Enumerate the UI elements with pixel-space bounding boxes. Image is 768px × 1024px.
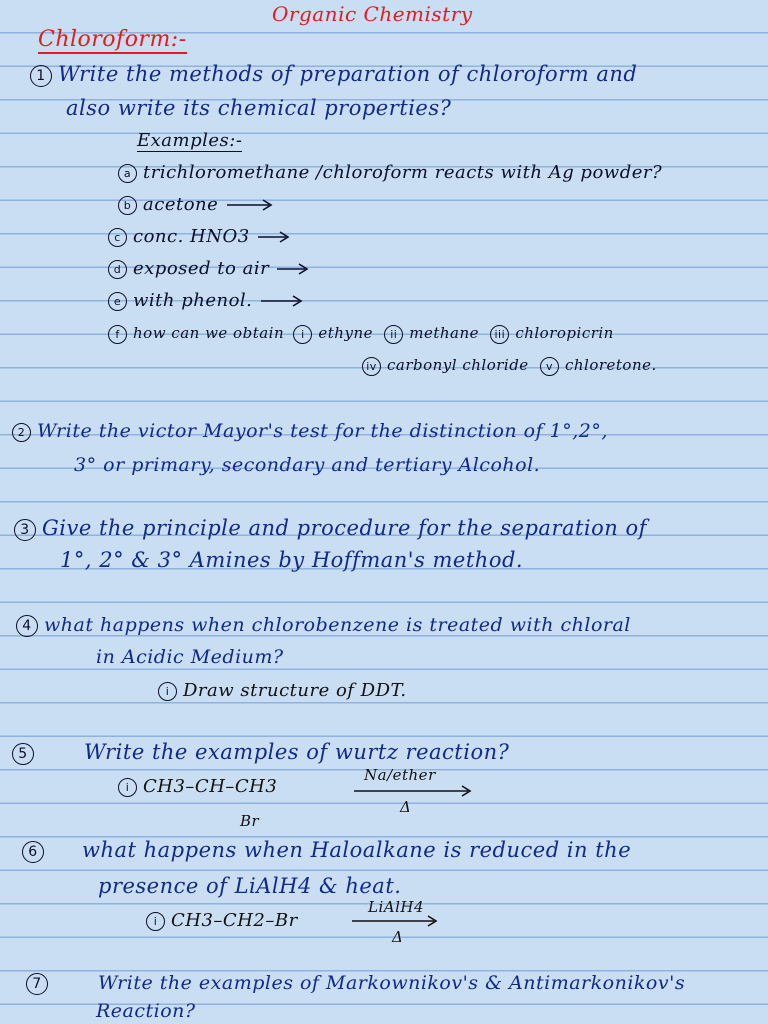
item-marker: c	[108, 228, 127, 247]
sub-question	[158, 680, 407, 701]
question-4	[16, 614, 631, 637]
question-text-line2: Reaction?	[96, 1000, 196, 1022]
question-text-line1: what happens when Haloalkane is reduced in the	[82, 838, 632, 862]
list-item	[108, 324, 614, 344]
item-marker: e	[108, 292, 127, 311]
list-item	[108, 290, 305, 311]
question-number: 2	[12, 423, 31, 442]
page-title: Organic Chemistry	[272, 2, 473, 26]
list-item	[118, 162, 662, 183]
question-text-line1: what happens when chlorobenzene is treated with chloral	[44, 614, 631, 636]
item-marker: d	[108, 260, 127, 279]
item-text: chloretone.	[564, 356, 657, 374]
condition-label: Δ	[400, 798, 412, 816]
item-text: trichloromethane /chloroform reacts with Ag powder?	[143, 162, 663, 183]
question-text-line2: 1°, 2° & 3° Amines by Hoffman's method.	[60, 548, 524, 572]
question-1	[30, 62, 637, 87]
list-item	[108, 226, 292, 247]
question-number: 5	[12, 743, 34, 765]
question-text-line1: Write the examples of Markownikov's & Antimarkonikov's	[98, 972, 686, 994]
item-text: ethyne	[318, 324, 373, 342]
list-item	[118, 194, 275, 215]
item-marker: a	[118, 164, 137, 183]
question-number: 1	[30, 65, 52, 87]
item-text: how can we obtain	[133, 324, 285, 342]
item-marker: i	[118, 778, 137, 797]
item-marker: b	[118, 196, 137, 215]
item-text: carbonyl chloride	[387, 356, 529, 374]
question-text-line2: in Acidic Medium?	[96, 646, 284, 668]
reagent-label: Na/ether	[364, 766, 436, 784]
question-text-line2: 3° or primary, secondary and tertiary Alcohol.	[74, 454, 541, 476]
item-marker: f	[108, 325, 127, 344]
item-text: Draw structure of DDT.	[183, 680, 407, 701]
reaction-arrow-icon	[256, 230, 292, 244]
question-text-line1: Write the examples of wurtz reaction?	[84, 740, 510, 764]
question-5	[12, 740, 509, 765]
question-7	[26, 972, 685, 995]
reactant-formula: CH3–CH–CH3	[143, 776, 278, 797]
question-number: 3	[14, 519, 36, 541]
item-text: with phenol.	[133, 290, 253, 311]
reaction-line	[146, 910, 298, 931]
item-text: acetone	[143, 194, 219, 215]
question-text-line1: Write the methods of preparation of chloroform and	[58, 62, 638, 86]
item-marker: iii	[490, 325, 509, 344]
reaction-arrow-icon	[350, 914, 442, 928]
list-item	[108, 258, 311, 279]
item-marker: iv	[362, 357, 381, 376]
question-number: 7	[26, 973, 48, 995]
question-text-line2: also write its chemical properties?	[66, 96, 452, 120]
examples-label: Examples:-	[137, 130, 243, 151]
question-text-line2: presence of LiAlH4 & heat.	[98, 874, 402, 898]
item-text: chloropicrin	[515, 324, 614, 342]
question-number: 6	[22, 841, 44, 863]
question-text-line1: Give the principle and procedure for the separation of	[42, 516, 647, 540]
item-text: methane	[409, 324, 480, 342]
reaction-arrow-icon	[225, 198, 275, 212]
item-text: conc. HNO3	[133, 226, 250, 247]
item-marker: i	[146, 912, 165, 931]
item-marker: v	[540, 357, 559, 376]
reaction-line	[118, 776, 277, 797]
item-marker: ii	[384, 325, 403, 344]
list-item	[362, 356, 657, 376]
item-marker: i	[293, 325, 312, 344]
section-heading: Chloroform:-	[38, 27, 187, 52]
question-number: 4	[16, 615, 38, 637]
reagent-label: LiAlH4	[368, 898, 425, 916]
condition-label: Δ	[392, 928, 404, 946]
reaction-arrow-icon	[259, 294, 305, 308]
reactant-formula: CH3–CH2–Br	[171, 910, 298, 931]
reaction-arrow-icon	[352, 784, 476, 798]
question-2	[12, 420, 608, 442]
question-text-line1: Write the victor Mayor's test for the distinction of 1°,2°,	[37, 420, 608, 442]
question-6	[22, 838, 631, 863]
question-3	[14, 516, 647, 541]
item-text: exposed to air	[133, 258, 270, 279]
substituent-label: Br	[240, 812, 260, 830]
item-marker: i	[158, 682, 177, 701]
reaction-arrow-icon	[275, 262, 311, 276]
